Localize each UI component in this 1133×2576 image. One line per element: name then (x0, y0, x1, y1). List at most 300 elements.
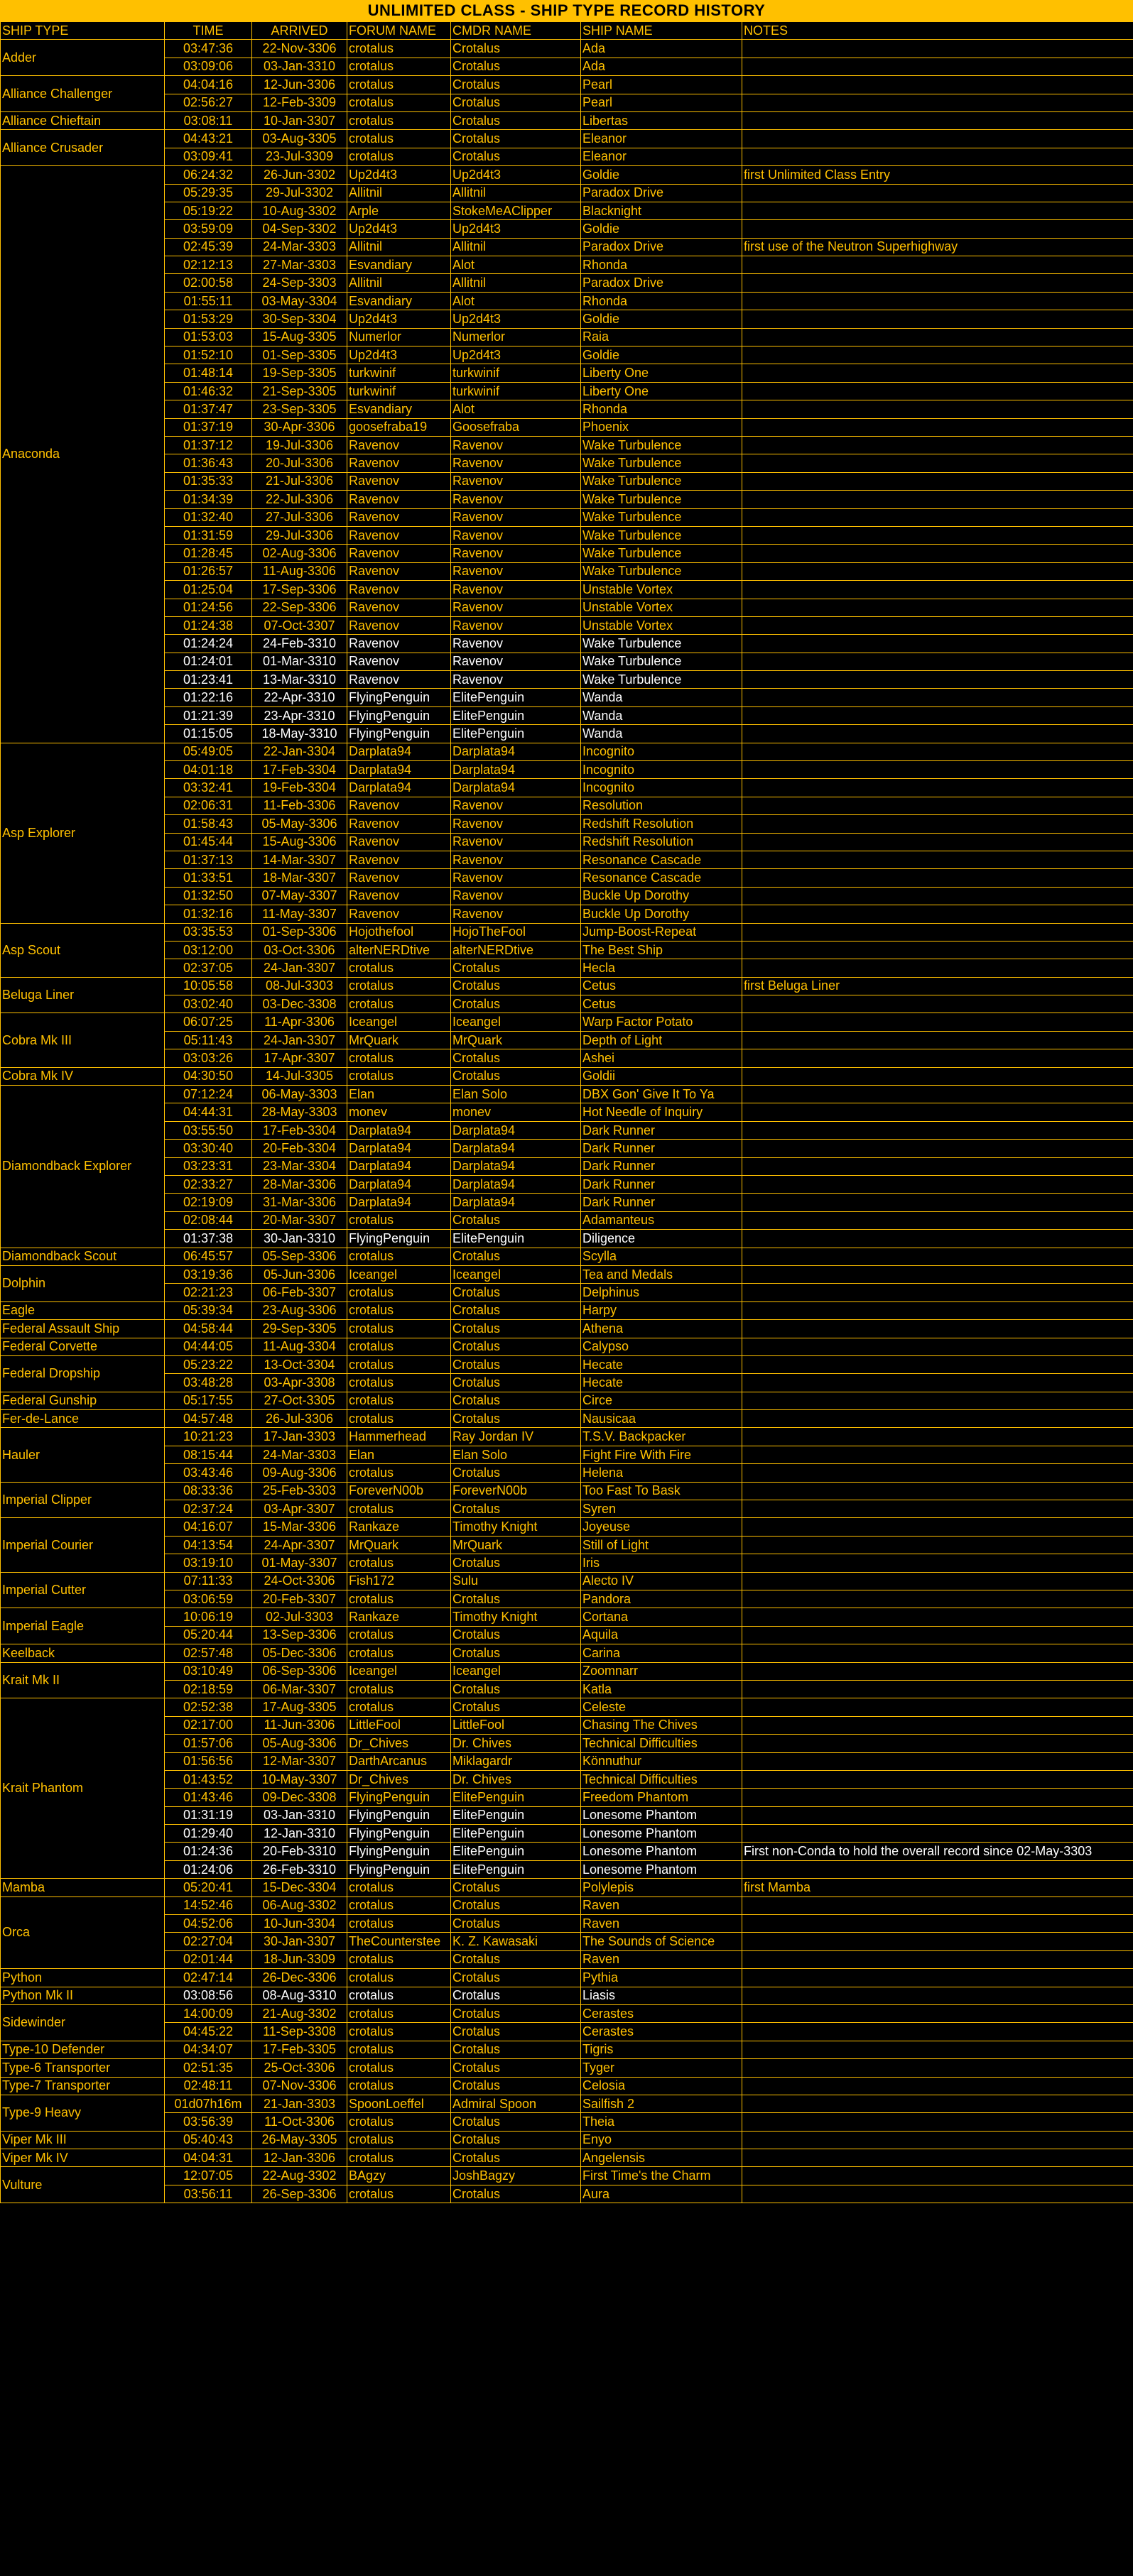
arrived-cell: 01-Sep-3306 (252, 923, 347, 941)
table-row (1, 1031, 1133, 1049)
notes-cell (742, 2023, 1133, 2041)
cmdr-name-cell: Ravenov (451, 616, 581, 634)
forum-name-cell: Iceangel (347, 1013, 451, 1031)
ship-type-cell: Viper Mk IV (1, 2149, 165, 2167)
cmdr-name-cell: Ravenov (451, 508, 581, 526)
ship-name-cell: First Time's the Charm (581, 2167, 742, 2185)
ship-name-cell: Calypso (581, 1338, 742, 1355)
table-row (1, 743, 1133, 760)
arrived-cell: 27-Oct-3305 (252, 1392, 347, 1409)
forum-name-cell: crotalus (347, 1554, 451, 1572)
ship-name-cell: Hot Needle of Inquiry (581, 1103, 742, 1121)
arrived-cell: 15-Dec-3304 (252, 1879, 347, 1896)
arrived-cell: 27-Jul-3306 (252, 508, 347, 526)
notes-cell: first Unlimited Class Entry (742, 166, 1133, 184)
notes-cell (742, 292, 1133, 310)
forum-name-cell: Elan (347, 1086, 451, 1103)
forum-name-cell: crotalus (347, 995, 451, 1013)
ship-type-cell: Imperial Clipper (1, 1482, 165, 1518)
ship-name-cell: Iris (581, 1554, 742, 1572)
time-cell: 02:12:13 (165, 256, 252, 274)
ship-name-cell: Wake Turbulence (581, 491, 742, 508)
cmdr-name-cell: Crotalus (451, 1284, 581, 1301)
arrived-cell: 14-Jul-3305 (252, 1067, 347, 1085)
arrived-cell: 29-Jul-3306 (252, 526, 347, 544)
arrived-cell: 17-Jan-3303 (252, 1428, 347, 1446)
forum-name-cell: Darplata94 (347, 1140, 451, 1157)
notes-cell (742, 1176, 1133, 1194)
arrived-cell: 03-Jan-3310 (252, 58, 347, 75)
forum-name-cell: Hammerhead (347, 1428, 451, 1446)
cmdr-name-cell: Iceangel (451, 1013, 581, 1031)
arrived-cell: 07-Nov-3306 (252, 2077, 347, 2095)
time-cell: 05:19:22 (165, 202, 252, 219)
cmdr-name-cell: Crotalus (451, 1211, 581, 1229)
time-cell: 01:22:16 (165, 689, 252, 706)
arrived-cell: 23-Jul-3309 (252, 148, 347, 165)
forum-name-cell: crotalus (347, 1067, 451, 1085)
ship-name-cell: Theia (581, 2113, 742, 2131)
forum-name-cell: turkwinif (347, 364, 451, 382)
arrived-cell: 03-May-3304 (252, 292, 347, 310)
ship-name-cell: Dark Runner (581, 1194, 742, 1211)
arrived-cell: 22-Apr-3310 (252, 689, 347, 706)
notes-cell (742, 653, 1133, 670)
forum-name-cell: crotalus (347, 2185, 451, 2203)
forum-name-cell: Elan (347, 1446, 451, 1463)
cmdr-name-cell: Up2d4t3 (451, 166, 581, 184)
forum-name-cell: FlyingPenguin (347, 1860, 451, 1878)
time-cell: 01:48:14 (165, 364, 252, 382)
ship-name-cell: Phoenix (581, 418, 742, 436)
ship-name-cell: Resonance Cascade (581, 851, 742, 868)
arrived-cell: 15-Mar-3306 (252, 1518, 347, 1536)
notes-cell (742, 1194, 1133, 1211)
ship-type-cell: Beluga Liner (1, 977, 165, 1013)
ship-type-cell: Fer-de-Lance (1, 1410, 165, 1428)
ship-name-cell: Rhonda (581, 400, 742, 418)
time-cell: 03:23:31 (165, 1157, 252, 1175)
table-row (1, 2131, 1133, 2149)
forum-name-cell: crotalus (347, 1284, 451, 1301)
forum-name-cell: Darplata94 (347, 1121, 451, 1139)
ship-name-cell: Alecto IV (581, 1572, 742, 1590)
forum-name-cell: crotalus (347, 1698, 451, 1716)
notes-cell (742, 1320, 1133, 1338)
table-row (1, 1860, 1133, 1878)
arrived-cell: 20-Feb-3307 (252, 1590, 347, 1608)
notes-cell (742, 1950, 1133, 1968)
notes-cell (742, 1338, 1133, 1355)
arrived-cell: 22-Jul-3306 (252, 491, 347, 508)
cmdr-name-cell: Ravenov (451, 562, 581, 580)
cmdr-name-cell: Crotalus (451, 1987, 581, 2004)
cmdr-name-cell: turkwinif (451, 382, 581, 400)
notes-cell (742, 1230, 1133, 1248)
time-cell: 03:06:59 (165, 1590, 252, 1608)
table-row (1, 1915, 1133, 1933)
table-row (1, 1355, 1133, 1373)
notes-cell (742, 1789, 1133, 1806)
arrived-cell: 13-Oct-3304 (252, 1355, 347, 1373)
cmdr-name-cell: Allitnil (451, 184, 581, 202)
notes-cell (742, 76, 1133, 94)
ship-name-cell: Raven (581, 1950, 742, 1968)
time-cell: 04:44:05 (165, 1338, 252, 1355)
time-cell: 04:43:21 (165, 130, 252, 148)
ship-type-cell: Type-9 Heavy (1, 2095, 165, 2131)
forum-name-cell: Ravenov (347, 653, 451, 670)
table-row (1, 1428, 1133, 1446)
table-row (1, 1896, 1133, 1914)
ship-type-cell: Krait Phantom (1, 1698, 165, 1879)
notes-cell (742, 274, 1133, 292)
forum-name-cell: Ravenov (347, 887, 451, 905)
notes-cell (742, 1410, 1133, 1428)
cmdr-name-cell: Ravenov (451, 545, 581, 562)
ship-type-cell: Diamondback Scout (1, 1248, 165, 1265)
time-cell: 01:45:44 (165, 833, 252, 851)
notes-cell (742, 1103, 1133, 1121)
ship-name-cell: Liberty One (581, 364, 742, 382)
notes-cell (742, 833, 1133, 851)
notes-cell (742, 2077, 1133, 2095)
cmdr-name-cell: MrQuark (451, 1031, 581, 1049)
notes-cell (742, 184, 1133, 202)
ship-type-cell: Mamba (1, 1879, 165, 1896)
time-cell: 01:29:40 (165, 1825, 252, 1843)
cmdr-name-cell: MrQuark (451, 1536, 581, 1554)
cmdr-name-cell: Crotalus (451, 1915, 581, 1933)
cmdr-name-cell: Crotalus (451, 2004, 581, 2022)
forum-name-cell: Ravenov (347, 851, 451, 868)
forum-name-cell: crotalus (347, 2004, 451, 2022)
ship-type-cell: Alliance Challenger (1, 76, 165, 112)
ship-type-cell: Federal Gunship (1, 1392, 165, 1409)
ship-type-cell: Diamondback Explorer (1, 1086, 165, 1248)
table-row (1, 815, 1133, 833)
notes-cell (742, 1860, 1133, 1878)
cmdr-name-cell: HojoTheFool (451, 923, 581, 941)
time-cell: 01:24:38 (165, 616, 252, 634)
ship-name-cell: Cerastes (581, 2023, 742, 2041)
forum-name-cell: crotalus (347, 2059, 451, 2077)
forum-name-cell: crotalus (347, 1626, 451, 1644)
notes-cell (742, 1644, 1133, 1662)
ship-name-cell: Still of Light (581, 1536, 742, 1554)
ship-name-cell: Lonesome Phantom (581, 1806, 742, 1824)
ship-name-cell: Dark Runner (581, 1157, 742, 1175)
time-cell: 01:43:52 (165, 1770, 252, 1788)
notes-cell (742, 1284, 1133, 1301)
arrived-cell: 05-May-3306 (252, 815, 347, 833)
forum-name-cell: Ravenov (347, 472, 451, 490)
forum-name-cell: Darplata94 (347, 1157, 451, 1175)
forum-name-cell: Ravenov (347, 436, 451, 454)
table-row (1, 599, 1133, 616)
arrived-cell: 11-Jun-3306 (252, 1716, 347, 1734)
ship-name-cell: Wake Turbulence (581, 671, 742, 689)
notes-cell (742, 111, 1133, 129)
cmdr-name-cell: LittleFool (451, 1716, 581, 1734)
table-row (1, 328, 1133, 346)
arrived-cell: 11-Apr-3306 (252, 1013, 347, 1031)
arrived-cell: 17-Feb-3304 (252, 761, 347, 779)
forum-name-cell: crotalus (347, 1338, 451, 1355)
forum-name-cell: Up2d4t3 (347, 220, 451, 238)
cmdr-name-cell: Crotalus (451, 2059, 581, 2077)
forum-name-cell: Darplata94 (347, 761, 451, 779)
ship-name-cell: Wake Turbulence (581, 653, 742, 670)
forum-name-cell: SpoonLoeffel (347, 2095, 451, 2112)
cmdr-name-cell: Iceangel (451, 1265, 581, 1283)
cmdr-name-cell: Crotalus (451, 2023, 581, 2041)
cmdr-name-cell: Ravenov (451, 653, 581, 670)
time-cell: 02:47:14 (165, 1969, 252, 1987)
arrived-cell: 26-Feb-3310 (252, 1860, 347, 1878)
arrived-cell: 31-Mar-3306 (252, 1194, 347, 1211)
ship-name-cell: Hecate (581, 1355, 742, 1373)
arrived-cell: 15-Aug-3305 (252, 328, 347, 346)
table-row (1, 562, 1133, 580)
table-row (1, 706, 1133, 724)
ship-name-cell: Wake Turbulence (581, 508, 742, 526)
table-row (1, 635, 1133, 653)
forum-name-cell: Ravenov (347, 671, 451, 689)
forum-name-cell: crotalus (347, 1211, 451, 1229)
table-row (1, 616, 1133, 634)
time-cell: 02:21:23 (165, 1284, 252, 1301)
forum-name-cell: Esvandiary (347, 256, 451, 274)
arrived-cell: 19-Jul-3306 (252, 436, 347, 454)
ship-type-cell: Adder (1, 40, 165, 76)
time-cell: 06:07:25 (165, 1013, 252, 1031)
time-cell: 05:11:43 (165, 1031, 252, 1049)
table-row (1, 1879, 1133, 1896)
arrived-cell: 22-Aug-3302 (252, 2167, 347, 2185)
table-row (1, 1013, 1133, 1031)
time-cell: 01:15:05 (165, 725, 252, 743)
table-row (1, 1157, 1133, 1175)
time-cell: 02:17:00 (165, 1716, 252, 1734)
notes-cell (742, 1086, 1133, 1103)
cmdr-name-cell: Crotalus (451, 1626, 581, 1644)
notes-cell (742, 616, 1133, 634)
time-cell: 03:47:36 (165, 40, 252, 58)
table-row (1, 1140, 1133, 1157)
table-row (1, 1320, 1133, 1338)
notes-cell (742, 1752, 1133, 1770)
table-row (1, 148, 1133, 165)
time-cell: 01:37:38 (165, 1230, 252, 1248)
arrived-cell: 05-Jun-3306 (252, 1265, 347, 1283)
table-row (1, 94, 1133, 111)
cmdr-name-cell: Ravenov (451, 454, 581, 472)
ship-name-cell: Pythia (581, 1969, 742, 1987)
ship-name-cell: The Sounds of Science (581, 1933, 742, 1950)
cmdr-name-cell: Crotalus (451, 130, 581, 148)
arrived-cell: 03-Oct-3306 (252, 941, 347, 959)
ship-type-cell: Imperial Eagle (1, 1608, 165, 1644)
time-cell: 01:24:06 (165, 1860, 252, 1878)
time-cell: 02:08:44 (165, 1211, 252, 1229)
arrived-cell: 11-Oct-3306 (252, 2113, 347, 2131)
cmdr-name-cell: Crotalus (451, 995, 581, 1013)
ship-name-cell: Redshift Resolution (581, 815, 742, 833)
forum-name-cell: Hojothefool (347, 923, 451, 941)
time-cell: 03:30:40 (165, 1140, 252, 1157)
forum-name-cell: Ravenov (347, 599, 451, 616)
forum-name-cell: TheCounterstee (347, 1933, 451, 1950)
notes-cell (742, 1140, 1133, 1157)
forum-name-cell: FlyingPenguin (347, 1806, 451, 1824)
time-cell: 01:37:12 (165, 436, 252, 454)
forum-name-cell: FlyingPenguin (347, 1825, 451, 1843)
table-row (1, 851, 1133, 868)
time-cell: 01:31:19 (165, 1806, 252, 1824)
cmdr-name-cell: ElitePenguin (451, 1806, 581, 1824)
cmdr-name-cell: Ravenov (451, 581, 581, 599)
ship-type-cell: Alliance Crusader (1, 130, 165, 166)
forum-name-cell: crotalus (347, 40, 451, 58)
forum-name-cell: Ravenov (347, 905, 451, 923)
ship-name-cell: Zoomnarr (581, 1662, 742, 1680)
table-row (1, 797, 1133, 814)
time-cell: 01:21:39 (165, 706, 252, 724)
arrived-cell: 12-Jan-3310 (252, 1825, 347, 1843)
forum-name-cell: Fish172 (347, 1572, 451, 1590)
ship-type-cell: Python (1, 1969, 165, 1987)
time-cell: 01:24:01 (165, 653, 252, 670)
time-cell: 04:04:16 (165, 76, 252, 94)
notes-cell (742, 1590, 1133, 1608)
cmdr-name-cell: turkwinif (451, 364, 581, 382)
cmdr-name-cell: Ravenov (451, 599, 581, 616)
ship-type-cell: Vulture (1, 2167, 165, 2203)
page-title: UNLIMITED CLASS - SHIP TYPE RECORD HISTORY (0, 0, 1133, 21)
notes-cell (742, 202, 1133, 219)
cmdr-name-cell: Crotalus (451, 1500, 581, 1518)
arrived-cell: 26-Dec-3306 (252, 1969, 347, 1987)
time-cell: 03:08:11 (165, 111, 252, 129)
ship-type-cell: Asp Scout (1, 923, 165, 977)
ship-name-cell: Technical Difficulties (581, 1770, 742, 1788)
notes-cell (742, 815, 1133, 833)
arrived-cell: 03-Aug-3305 (252, 130, 347, 148)
header-arrived: ARRIVED (252, 22, 347, 40)
time-cell: 05:20:41 (165, 1879, 252, 1896)
cmdr-name-cell: StokeMeAClipper (451, 202, 581, 219)
ship-name-cell: Goldie (581, 166, 742, 184)
arrived-cell: 07-Oct-3307 (252, 616, 347, 634)
time-cell: 01:55:11 (165, 292, 252, 310)
table-row (1, 2113, 1133, 2131)
time-cell: 14:00:09 (165, 2004, 252, 2022)
arrived-cell: 14-Mar-3307 (252, 851, 347, 868)
arrived-cell: 09-Dec-3308 (252, 1789, 347, 1806)
arrived-cell: 27-Mar-3303 (252, 256, 347, 274)
cmdr-name-cell: Crotalus (451, 1969, 581, 1987)
forum-name-cell: crotalus (347, 1915, 451, 1933)
notes-cell (742, 1572, 1133, 1590)
ship-type-cell: Federal Dropship (1, 1355, 165, 1392)
notes-cell (742, 923, 1133, 941)
arrived-cell: 20-Mar-3307 (252, 1211, 347, 1229)
cmdr-name-cell: Crotalus (451, 2185, 581, 2203)
ship-name-cell: Tea and Medals (581, 1265, 742, 1283)
forum-name-cell: crotalus (347, 2149, 451, 2167)
ship-name-cell: Könnuthur (581, 1752, 742, 1770)
arrived-cell: 06-Feb-3307 (252, 1284, 347, 1301)
time-cell: 05:20:44 (165, 1626, 252, 1644)
cmdr-name-cell: ElitePenguin (451, 1230, 581, 1248)
arrived-cell: 26-Jun-3302 (252, 166, 347, 184)
cmdr-name-cell: Darplata94 (451, 1176, 581, 1194)
arrived-cell: 24-Jan-3307 (252, 1031, 347, 1049)
arrived-cell: 30-Jan-3310 (252, 1230, 347, 1248)
notes-cell (742, 1518, 1133, 1536)
arrived-cell: 17-Feb-3305 (252, 2041, 347, 2058)
arrived-cell: 01-Mar-3310 (252, 653, 347, 670)
time-cell: 01:25:04 (165, 581, 252, 599)
forum-name-cell: FlyingPenguin (347, 1230, 451, 1248)
table-row (1, 1500, 1133, 1518)
cmdr-name-cell: Darplata94 (451, 743, 581, 760)
table-row (1, 779, 1133, 797)
ship-name-cell: Diligence (581, 1230, 742, 1248)
forum-name-cell: FlyingPenguin (347, 1789, 451, 1806)
time-cell: 04:16:07 (165, 1518, 252, 1536)
arrived-cell: 30-Apr-3306 (252, 418, 347, 436)
notes-cell (742, 1969, 1133, 1987)
arrived-cell: 26-May-3305 (252, 2131, 347, 2149)
arrived-cell: 25-Oct-3306 (252, 2059, 347, 2077)
notes-cell (742, 1608, 1133, 1626)
ship-name-cell: Helena (581, 1464, 742, 1482)
time-cell: 08:33:36 (165, 1482, 252, 1500)
table-row (1, 1121, 1133, 1139)
forum-name-cell: monev (347, 1103, 451, 1121)
table-row (1, 941, 1133, 959)
table-row (1, 274, 1133, 292)
arrived-cell: 11-Aug-3304 (252, 1338, 347, 1355)
table-row (1, 1301, 1133, 1319)
arrived-cell: 23-Apr-3310 (252, 706, 347, 724)
ship-type-cell: Dolphin (1, 1265, 165, 1301)
table-row (1, 1536, 1133, 1554)
ship-name-cell: Redshift Resolution (581, 833, 742, 851)
notes-cell (742, 1355, 1133, 1373)
time-cell: 02:19:09 (165, 1194, 252, 1211)
cmdr-name-cell: Crotalus (451, 94, 581, 111)
ship-name-cell: Buckle Up Dorothy (581, 905, 742, 923)
time-cell: 01:33:51 (165, 869, 252, 887)
ship-name-cell: Aquila (581, 1626, 742, 1644)
table-row (1, 2023, 1133, 2041)
time-cell: 02:45:39 (165, 238, 252, 256)
forum-name-cell: crotalus (347, 977, 451, 995)
header-time: TIME (165, 22, 252, 40)
table-row (1, 1608, 1133, 1626)
time-cell: 04:52:06 (165, 1915, 252, 1933)
ship-name-cell: Polylepis (581, 1879, 742, 1896)
cmdr-name-cell: Numerlor (451, 328, 581, 346)
time-cell: 04:01:18 (165, 761, 252, 779)
notes-cell (742, 1806, 1133, 1824)
table-row (1, 2077, 1133, 2095)
table-row (1, 653, 1133, 670)
cmdr-name-cell: Elan Solo (451, 1086, 581, 1103)
